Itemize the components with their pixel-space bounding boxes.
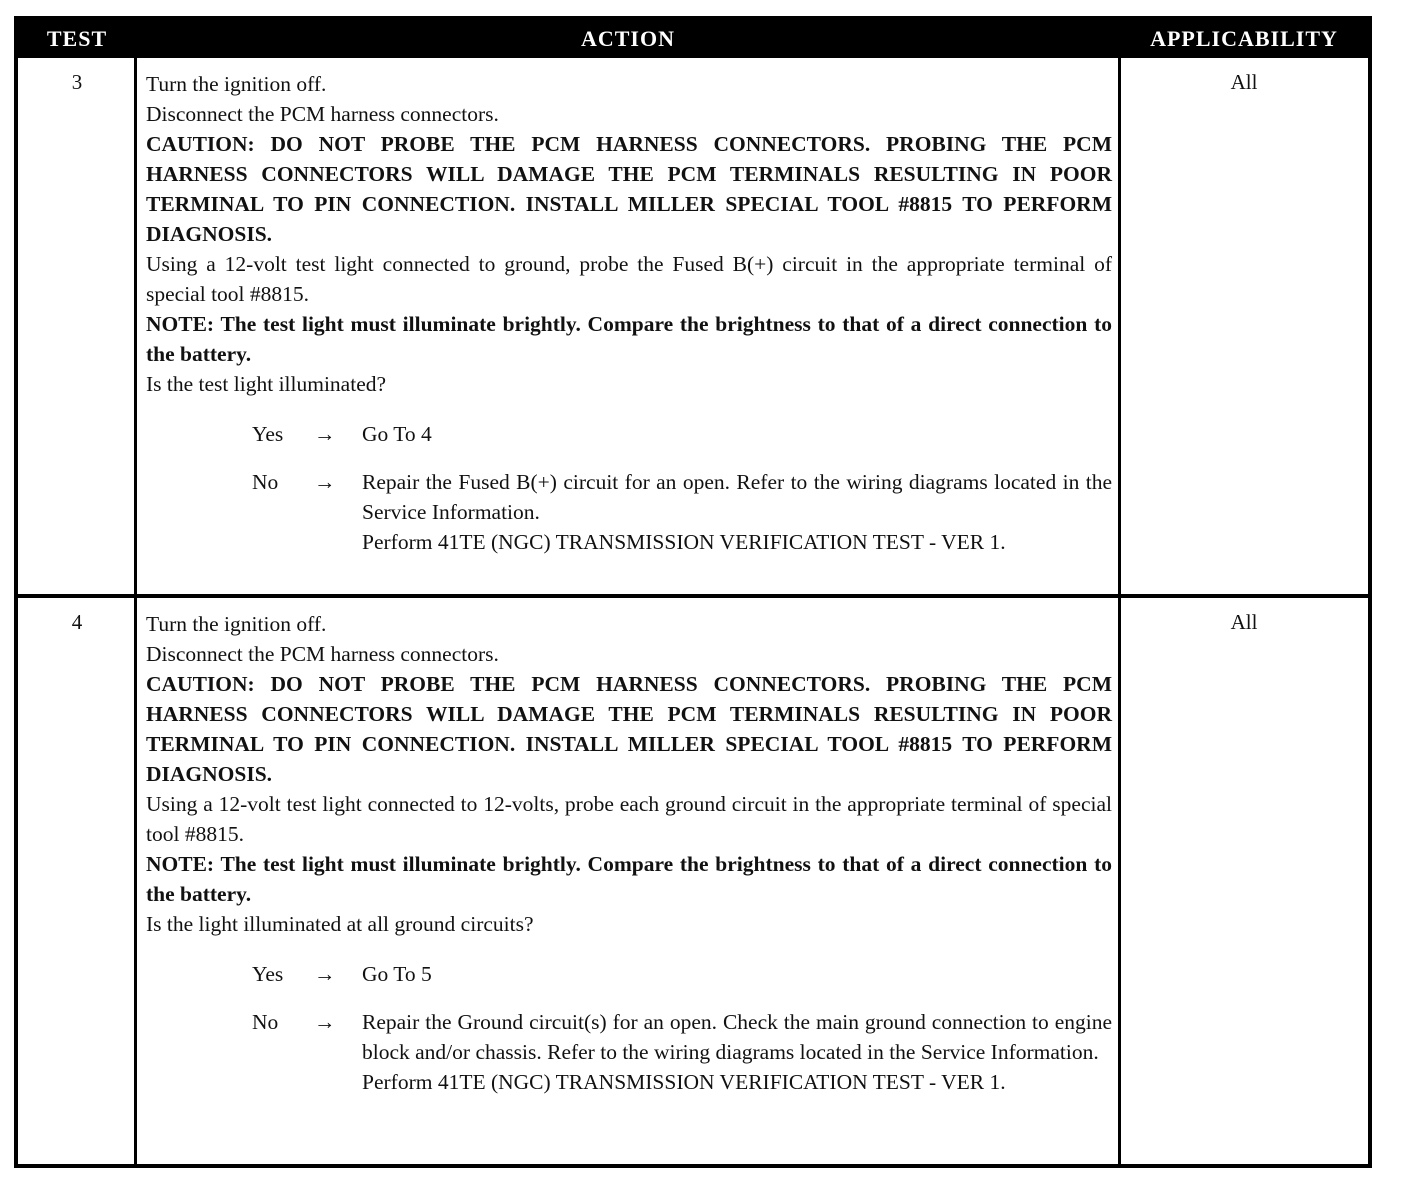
no-label: No [252,1010,279,1034]
header-test: TEST [46,26,108,51]
table-header [18,20,1368,58]
header-applicability: APPLICABILITY [1150,26,1338,51]
test-number: 3 [71,70,83,94]
applicability-cell: All [1230,70,1258,94]
no-result: Repair the Fused B(+) circuit for an open. Refer to the wiring diagrams located in the Service Information. [362,470,1112,524]
note-text: NOTE: The test light must illuminate brightly. Compare the brightness to that of a direct connection to the battery. [146,312,1112,366]
table-row [18,58,1368,598]
note-text: NOTE: The test light must illuminate brightly. Compare the brightness to that of a direct connection to the battery. [146,852,1112,906]
yes-answer [146,959,1112,989]
arrow-icon: → [314,1010,336,1034]
yes-label: Yes [252,422,284,446]
step-text: Disconnect the PCM harness connectors. [146,102,499,126]
arrow-icon: → [314,470,336,494]
arrow-icon: → [314,962,336,986]
instruction-text: Using a 12-volt test light connected to ground, probe the Fused B(+) circuit in the appropriate terminal of special tool #8815. [146,252,1112,306]
table-row [18,598,1368,1164]
no-result-verification: Perform 41TE (NGC) TRANSMISSION VERIFICATION TEST - VER 1. [362,530,1006,554]
arrow-icon: → [314,422,336,446]
no-answer [146,1007,1112,1097]
yes-label: Yes [252,962,284,986]
diagnostic-table [14,16,1372,1168]
caution-text: CAUTION: DO NOT PROBE THE PCM HARNESS CONNECTORS. PROBING THE PCM HARNESS CONNECTORS WILL DAMAGE THE PCM TERMINALS RESULTING IN POOR TERMINAL TO PIN CONNECTION. INSTALL MILLER SPECIAL TOOL #8815 TO PERFORM DIAGNOSIS. [146,132,1112,246]
no-result-verification: Perform 41TE (NGC) TRANSMISSION VERIFICATION TEST - VER 1. [362,1070,1006,1094]
caution-text: CAUTION: DO NOT PROBE THE PCM HARNESS CONNECTORS. PROBING THE PCM HARNESS CONNECTORS WILL DAMAGE THE PCM TERMINALS RESULTING IN POOR TERMINAL TO PIN CONNECTION. INSTALL MILLER SPECIAL TOOL #8815 TO PERFORM DIAGNOSIS. [146,672,1112,786]
yes-answer [146,419,1112,449]
no-label: No [252,470,279,494]
no-result: Repair the Ground circuit(s) for an open. Check the main ground connection to engine block and/or chassis. Refer to the wiring diagrams located in the Service Information. [362,1010,1112,1064]
instruction-text: Using a 12-volt test light connected to 12-volts, probe each ground circuit in the appropriate terminal of special tool #8815. [146,792,1112,846]
test-number: 4 [71,610,83,634]
step-text: Turn the ignition off. [146,72,327,96]
yes-result: Go To 5 [362,962,432,986]
header-action: ACTION [580,26,675,51]
yes-result: Go To 4 [362,422,432,446]
action-cell [146,69,1112,557]
question-text: Is the light illuminated at all ground circuits? [146,912,534,936]
no-answer [146,467,1112,557]
step-text: Turn the ignition off. [146,612,327,636]
step-text: Disconnect the PCM harness connectors. [146,642,499,666]
question-text: Is the test light illuminated? [146,372,387,396]
action-cell [146,609,1112,1097]
applicability-cell: All [1230,610,1258,634]
